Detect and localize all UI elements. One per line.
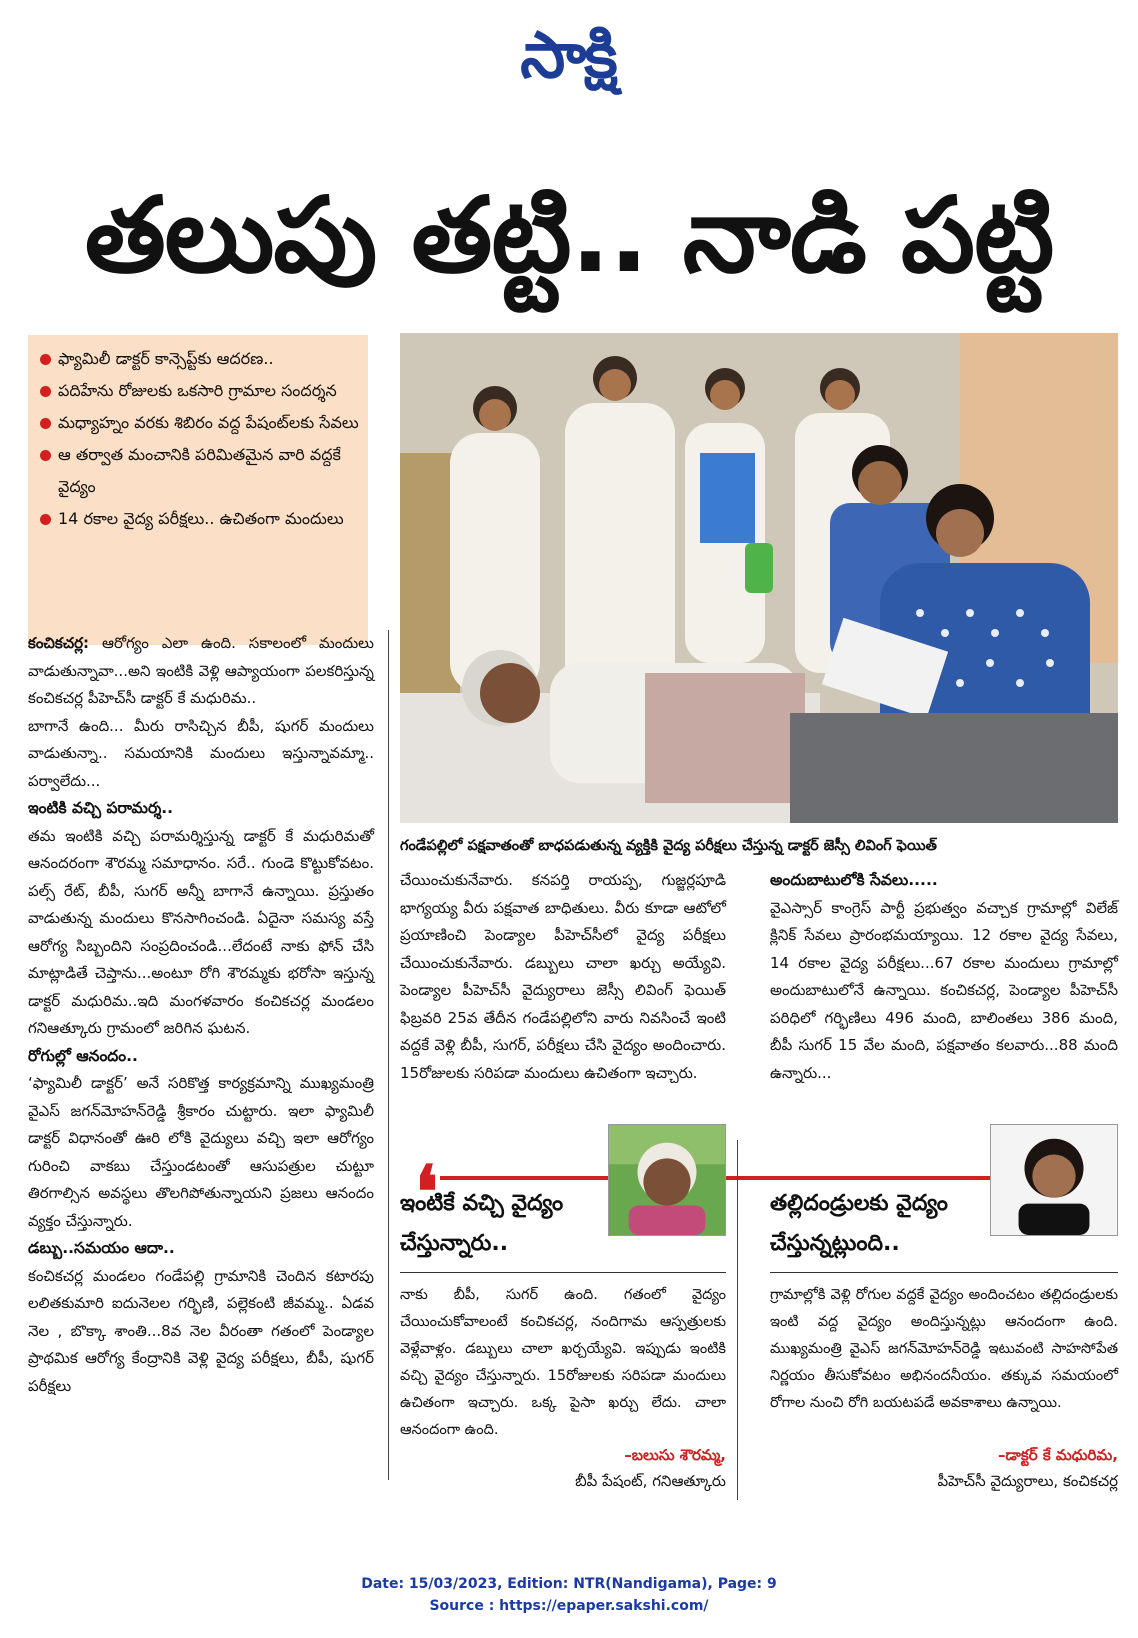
- bullet-icon: [40, 354, 51, 365]
- box-divider: [737, 1140, 738, 1500]
- highlight-item: 14 రకాల వైద్య పరీక్షలు.. ఉచితంగా మందులు: [38, 503, 360, 535]
- dateline: కంచికచర్ల:: [28, 634, 90, 652]
- quote-body-left: నాకు బీపీ, సుగర్ ఉంది. గతంలో వైద్యం చేయించుకోవాలంటే కంచికచర్ల, నందిగామ ఆస్పత్రులకు వెళ్లేవాళ్లం. డబ్బులు చాలా ఖర్చయ్యేవి. ఇప్పుడు ఇంటికి వచ్చి వైద్యం చేస్తున్నారు. 15రోజులకు సరిపడా మందులు ఉచితంగా ఇచ్చారు. ఒక్క పైసా ఖర్చు లేదు. చాలా ఆనందంగా ఉంది.: [400, 1287, 726, 1438]
- footer: [0, 1573, 1138, 1617]
- bullet-icon: [40, 418, 51, 429]
- patient-portrait: [608, 1124, 726, 1236]
- divider: [770, 1272, 1118, 1273]
- highlight-item: మధ్యాహ్నం వరకు శిబిరం వద్ద పేషంట్‌లకు సేవలు: [38, 407, 360, 439]
- paragraph: చేయించుకునేవారు. కనపర్తి రాయప్ప, గుజ్జర్లపూడి భాగ్యయ్య వీరు పక్షవాత బాధితులు. వీరు కూడా ఆటోలో ప్రయాణించి పెండ్యాల పీహెచ్‌సీలో వైద్య పరీక్షలు చేయించుకునేవారు. డబ్బులు చాలా ఖర్చు అయ్యేవి. పెండ్యాల పీహెచ్‌సీ వైద్యురాలు జెస్సీ లివింగ్ ఫెయిత్ ఫిబ్రవరి 25వ తేదీన గండేపల్లిలోని వారు నివసించే ఇంటి వద్దకే వెళ్లి బీపీ, సుగర్, పరీక్షలు చేసి వైద్యం అందించారు. 15రోజులకు సరిపడా మందులు ఉచితంగా ఇచ్చారు.: [400, 871, 726, 1082]
- bullet-icon: [40, 386, 51, 397]
- subheading: రోగుల్లో ఆనందం..: [28, 1046, 138, 1065]
- portrait-illustration: [991, 1125, 1117, 1235]
- paragraph: బాగానే ఉంది... మీరు రాసిచ్చిన బీపీ, షుగర్ మందులు వాడుతున్నా.. సమయానికి మందులు ఇస్తున్నావమ్మా.. పర్వాలేదు...: [28, 716, 374, 790]
- left-column: [28, 630, 374, 1400]
- right-column: [770, 867, 1118, 1087]
- quote-icon: ❛: [415, 1149, 439, 1234]
- column-divider: [388, 630, 389, 1480]
- photo-caption: గండేపల్లిలో పక్షవాతంతో బాధపడుతున్న వ్యక్తికి వైద్య పరీక్షలు చేస్తున్న డాక్టర్ జెస్సీ లివింగ్ ఫెయిత్: [400, 838, 937, 854]
- highlight-item: పదిహేను రోజులకు ఒకసారి గ్రామాల సందర్శన: [38, 375, 360, 407]
- signature-left: –బలుసు శౌరమ్మ, బీపీ పేషంట్, గనిఆత్కూరు: [575, 1446, 726, 1490]
- portrait-illustration: [609, 1125, 725, 1235]
- signature-right: –డాక్టర్ కే మధురిమ, పీహెచ్‌సీ వైద్యురాలు, కంచికచర్ల: [937, 1446, 1118, 1490]
- masthead: [0, 0, 1138, 110]
- bullet-icon: [40, 450, 51, 461]
- quote-body-right: గ్రామాల్లోకి వెళ్లి రోగుల వద్దకే వైద్యం అందించటం తల్లిదండ్రులకు ఇంటి వద్ద వైద్యం అందిస్తున్నట్లు ఆనందంగా ఉంది. ముఖ్యమంత్రి వైఎస్ జగన్‌మోహన్‌రెడ్డి ఇటువంటి సాహసోపేత నిర్ణయం తీసుకోవటం అభినందనీయం. తక్కువ సమయంలో రోగాల నుంచి రోగి బయటపడే అవకాశాలు ఉన్నాయి.: [770, 1287, 1118, 1411]
- highlight-item: ఫ్యామిలీ డాక్టర్ కాన్సెప్ట్‌కు ఆదరణ..: [38, 343, 360, 375]
- subheading: డబ్బు..సమయం ఆదా..: [28, 1239, 175, 1257]
- bullet-icon: [40, 514, 51, 525]
- quote-title-left: ఇంటికే వచ్చి వైద్యం చేస్తున్నారు..: [400, 1191, 564, 1256]
- doctor-portrait: [990, 1124, 1118, 1236]
- divider: [400, 1272, 726, 1273]
- main-photo: [400, 333, 1118, 823]
- footer-source-link[interactable]: Source : https://epaper.sakshi.com/: [429, 1598, 709, 1614]
- subheading: ఇంటికి వచ్చి పరామర్శ..: [28, 799, 174, 817]
- paragraph: కంచికచర్ల: ఆరోగ్యం ఎలా ఉంది. సకాలంలో మందులు వాడుతున్నావా...అని ఇంటికి వెళ్లి ఆప్యాయంగా పలకరిస్తున్న కంచికచర్ల పీహెచ్‌సీ డాక్టర్ కే మధురిమ..: [28, 634, 374, 707]
- page-headline: తలుపు తట్టి.. నాడి పట్టి: [84, 174, 1054, 296]
- highlights-box: [28, 335, 368, 645]
- paragraph: కంచికచర్ల మండలం గండేపల్లి గ్రామానికి చెందిన కటారపు లలితకుమారి ఐదునెలల గర్భిణి, పల్లెకంటి జీవమ్మ.. ఏడవ నెల , బొక్కా శాంతి...8వ నెల వీరంతా గతంలో పెండ్యాల ప్రాథమిక ఆరోగ్య కేంద్రానికి వెళ్లి వైద్య పరీక్షలు, బీపీ, షుగర్ పరీక్షలు: [28, 1266, 374, 1395]
- photo-illustration: [400, 333, 1118, 823]
- sakshi-logo[interactable]: సాక్షి: [520, 19, 616, 93]
- highlight-item: ఆ తర్వాత మంచానికి పరిమితమైన వారి వద్దకే వైద్యం: [38, 439, 360, 503]
- quote-title-right: తల్లిదండ్రులకు వైద్యం చేస్తున్నట్లుంది..: [770, 1191, 948, 1256]
- footer-date: Date: 15/03/2023, Edition: NTR(Nandigama), Page: 9: [361, 1576, 777, 1592]
- paragraph: ‘ఫ్యామిలీ డాక్టర్’ అనే సరికొత్త కార్యక్రమాన్ని ముఖ్యమంత్రి వైఎస్ జగన్‌మోహన్‌రెడ్డి శ్రీకారం చుట్టారు. ఇలా ఫ్యామిలీ డాక్టర్ విధానంతో ఊరి లోకి వైద్యులు వచ్చి ఇలా ఆరోగ్యం గురించి వాకబు చేస్తుండటంతో ఆసుపత్రుల చుట్టూ తిరగాల్సిన అవస్థలు తొలగిపోతున్నాయని ప్రజలు ఆనందం వ్యక్తం చేస్తున్నారు.: [28, 1074, 374, 1230]
- paragraph: వైఎస్సార్ కాంగ్రెస్ పార్టీ ప్రభుత్వం వచ్చాక గ్రామాల్లో విలేజ్ క్లినిక్ సేవలు ప్రారంభమయ్యాయి. 12 రకాల వైద్య సేవలు, 14 రకాల వైద్య పరీక్షలు...67 రకాల మందులు గ్రామాల్లో అందుబాటులోనే ఉన్నాయి. కంచికచర్ల, పెండ్యాల పీహెచ్‌సీ పరిధిలో గర్భిణిలు 496 మంది, బాలింతలు 386 మంది, బీపీ సుగర్ 15 వేల మంది, పక్షవాతం కలవారు...88 మంది ఉన్నారు...: [770, 898, 1118, 1082]
- middle-column: [400, 867, 726, 1087]
- subheading: అందుబాటులోకి సేవలు.....: [770, 871, 938, 889]
- paragraph: తమ ఇంటికి వచ్చి పరామర్శిస్తున్న డాక్టర్ కే మధురిమతో ఆనందరంగా శౌరమ్మ సమాధానం. సరే.. గుండె కొట్టుకోవటం. పల్స్ రేట్, బీపీ, సుగర్ అన్నీ బాగానే ఉన్నాయి. ప్రస్తుతం వాడుతున్న మందులు కొనసాగించండి. ఏదైనా సమస్య వస్తే ఆరోగ్య సిబ్బందిని సంప్రదించండి...లేదంటే నాకు ఫోన్ చేసి మాట్లాడితే చెప్తాను...అంటూ రోగి శౌరమ్మకు భరోసా ఇస్తున్న డాక్టర్ మధురిమ..ఇది మంగళవారం కంచికచర్ల మండలం గనిఆత్కూరు గ్రామంలో జరిగిన ఘటన.: [28, 826, 374, 1037]
